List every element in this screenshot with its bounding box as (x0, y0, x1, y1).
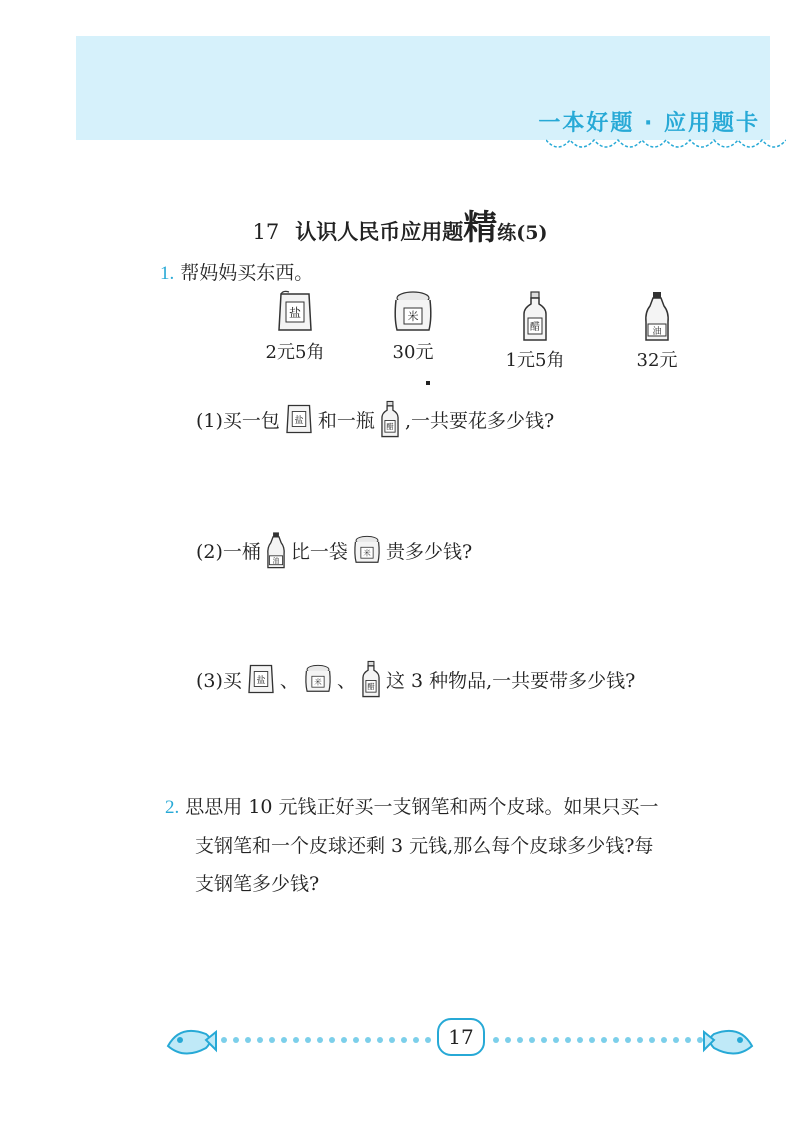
brand-title: 一本好题 · 应用题卡 (538, 111, 760, 136)
subquestion-1-b: 和一瓶 (317, 409, 375, 432)
item-oil (612, 290, 702, 372)
subquestion-3 (196, 660, 635, 698)
svg-text:盐: 盐 (256, 675, 266, 686)
item-list (250, 290, 710, 370)
dotted-line-left (221, 1037, 431, 1043)
question-2-number: 2. (165, 797, 180, 818)
title-prefix: 认识人民币应用题 (295, 219, 464, 244)
dotted-line-right (493, 1037, 703, 1043)
footer-decoration (0, 1010, 800, 1070)
question-2-line-1: 思思用 10 元钱正好买一支钢笔和两个皮球。如果只买一 (185, 796, 659, 818)
item-price: 32元 (636, 350, 678, 371)
subquestion-2-c: 贵多少钱? (385, 540, 473, 563)
emphasis-dot (426, 381, 430, 385)
question-1 (160, 258, 313, 285)
svg-text:油: 油 (272, 557, 280, 566)
svg-text:米: 米 (363, 548, 371, 558)
svg-text:盐: 盐 (294, 415, 304, 426)
oil-icon-label: 油 (652, 327, 662, 337)
question-2-line-2: 支钢笔和一个皮球还剩 3 元钱,那么每个皮球多少钱?每 (195, 835, 654, 857)
item-price: 2元5角 (265, 342, 325, 363)
subquestion-3-c: 这 3 种物品,一共要带多少钱? (385, 669, 636, 692)
subquestion-3-a: (3)买 (196, 669, 242, 692)
vinegar-bottle-icon (379, 400, 401, 438)
question-1-number: 1. (160, 263, 175, 284)
title-number: 17 (252, 220, 280, 244)
question-1-text: 帮妈妈买东西。 (180, 262, 314, 284)
rice-icon-label: 米 (407, 310, 419, 323)
item-salt (250, 290, 340, 364)
vinegar-bottle-icon (360, 660, 382, 698)
subquestion-2-a: (2)一桶 (196, 540, 261, 563)
oil-bottle-icon (642, 290, 672, 342)
svg-text:醋: 醋 (367, 682, 375, 692)
item-vinegar (490, 290, 580, 372)
separator: 、 (279, 669, 299, 692)
fish-left-icon (168, 1031, 216, 1054)
fish-right-icon (704, 1031, 752, 1054)
svg-text:醋: 醋 (386, 422, 394, 432)
page-number: 17 (437, 1018, 485, 1056)
subquestion-1-a: (1)买一包 (196, 409, 280, 432)
vinegar-bottle-icon (520, 290, 550, 342)
question-2 (165, 788, 765, 903)
rice-bag-icon (352, 534, 382, 566)
page-title (0, 200, 800, 249)
title-suffix: 练(5) (497, 222, 548, 244)
subquestion-2-b: 比一袋 (290, 540, 348, 563)
question-2-line-3: 支钢笔多少钱? (195, 873, 320, 895)
salt-bag-icon (284, 402, 314, 436)
subquestion-2 (196, 530, 472, 570)
vinegar-icon-label: 醋 (530, 322, 540, 333)
oil-bottle-icon (265, 530, 287, 570)
item-rice (368, 290, 458, 364)
salt-bag-icon (246, 662, 276, 696)
item-price: 30元 (392, 342, 434, 363)
title-big-char: 精 (463, 208, 498, 248)
separator: 、 (336, 669, 356, 692)
rice-bag-icon (391, 290, 435, 334)
salt-bag-icon (275, 290, 315, 334)
salt-icon-label: 盐 (288, 306, 302, 320)
item-price: 1元5角 (505, 350, 565, 371)
scallop-decoration (546, 136, 786, 156)
subquestion-1-c: ,一共要花多少钱? (404, 409, 555, 432)
svg-text:米: 米 (314, 677, 322, 687)
rice-bag-icon (303, 663, 333, 695)
subquestion-1 (196, 400, 554, 438)
